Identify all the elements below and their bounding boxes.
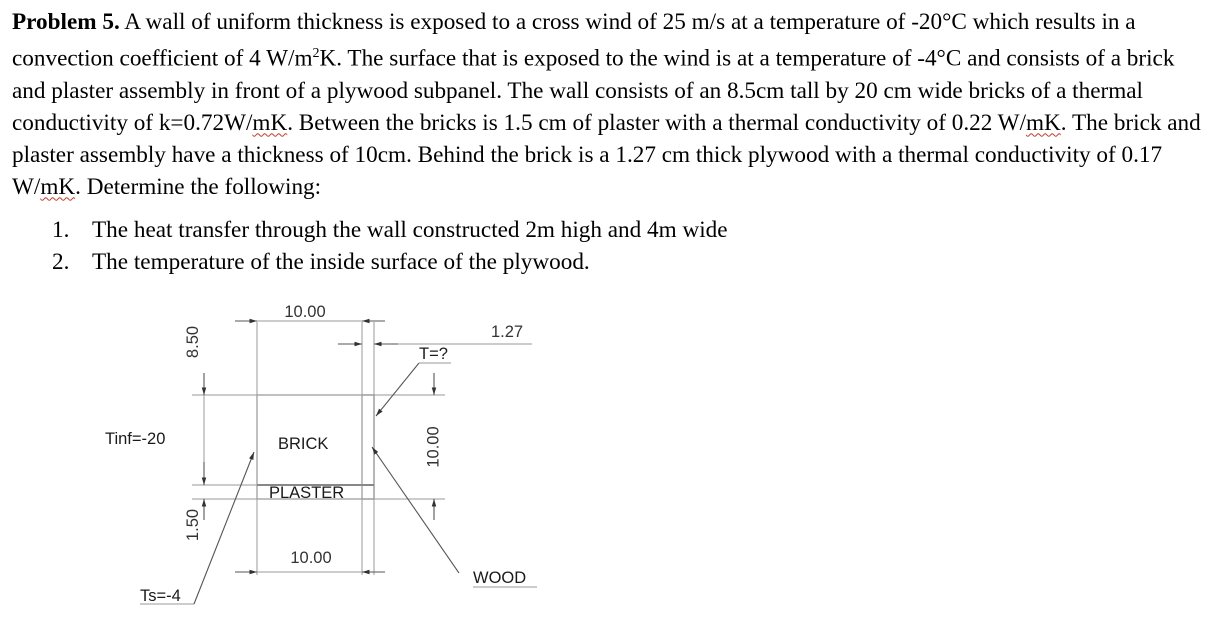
- dim-brick-height-value: 8.50: [184, 325, 202, 359]
- unit-mk-1: mK: [252, 109, 288, 136]
- ts-leader: [194, 452, 254, 604]
- dim-bottom-value: 10.00: [290, 549, 332, 567]
- dim-top-value: 10.00: [284, 303, 326, 321]
- unknown-temp-label: T=?: [419, 345, 448, 363]
- unknown-temp-leader: [376, 363, 419, 416]
- problem-heading: Problem 5.: [12, 9, 120, 35]
- problem-text-4: . The brick and plaster assembly have a thickness of 10cm. Behind the brick is a 1.27 cm thick plywood with a thermal conductivity of 0.17 W/: [12, 109, 1201, 200]
- superscript-2: 2: [312, 46, 320, 61]
- wood-label: WOOD: [473, 569, 527, 587]
- plaster-label: PLASTER: [269, 484, 345, 502]
- unit-mk-3: mK: [40, 173, 76, 200]
- dim-wall-height-value: 10.00: [424, 426, 443, 468]
- problem-text-5: . Determine the following:: [75, 173, 322, 200]
- brick-label: BRICK: [278, 435, 329, 453]
- problem-text-2: K. The surface that is exposed to the wind is at a temperature of -4°C and consists of a brick and plaster assembly in front of a plywood subpanel. The wall consists of an 8.5cm tall by 20 cm wide bricks of a thermal conductivity of k=0.72W/: [12, 45, 1175, 136]
- task-number: 2.: [52, 249, 70, 275]
- wood-leader: [372, 447, 459, 573]
- task-text: The heat transfer through the wall constructed 2m high and 4m wide: [92, 217, 728, 243]
- dim-plaster-height-value: 1.50: [184, 508, 202, 542]
- tinf-label: Tinf=-20: [105, 430, 166, 448]
- unit-mk-2: mK: [1026, 109, 1061, 136]
- problem-text-1: A wall of uniform thickness is exposed to a cross wind of 25 m/s at a temperature of -20°C which results in a convection coefficient of 4 W/m: [12, 9, 1136, 72]
- task-number: 1.: [52, 217, 70, 243]
- problem-text-3: . Between the bricks is 1.5 cm of plaster with a thermal conductivity of 0.22 W/: [287, 109, 1027, 136]
- ts-label: Ts=-4: [140, 587, 181, 605]
- dim-plywood-value: 1.27: [490, 323, 524, 341]
- task-text: The temperature of the inside surface of the plywood.: [92, 249, 590, 275]
